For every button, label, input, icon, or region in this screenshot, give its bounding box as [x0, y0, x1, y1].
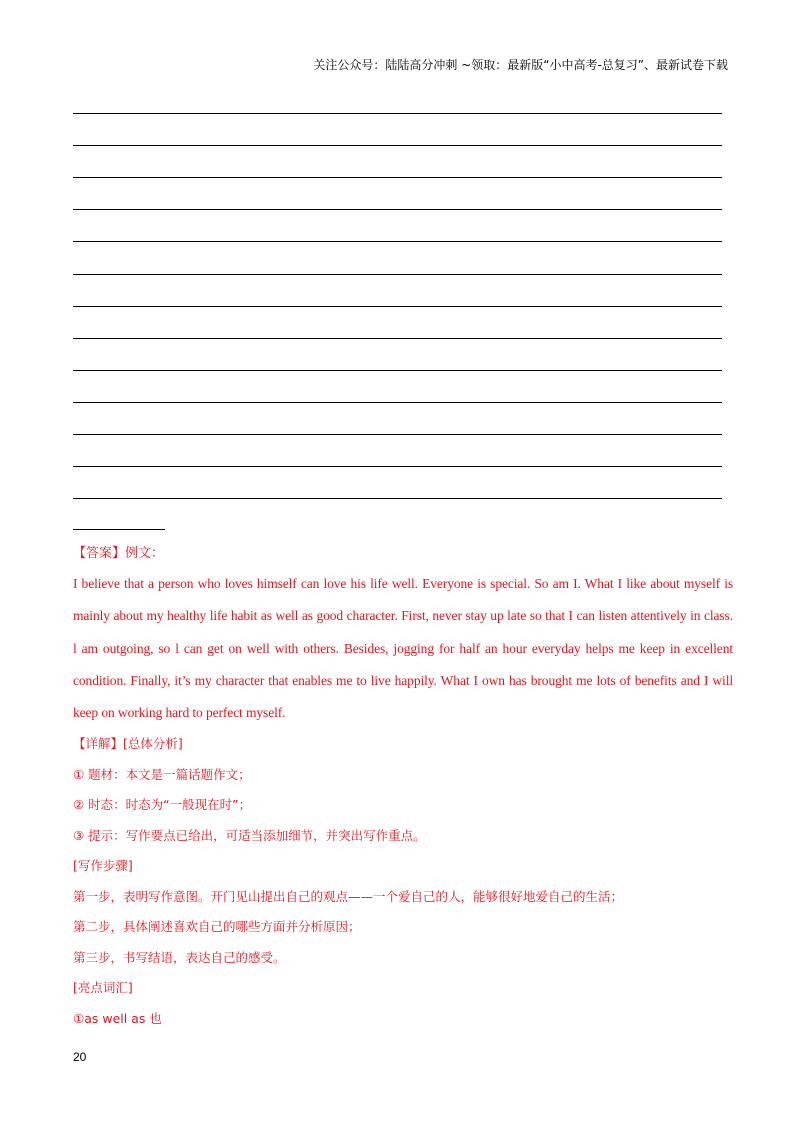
answer-line	[73, 145, 722, 146]
answer-line	[73, 274, 722, 275]
vocab-label: [亮点词汇]	[73, 980, 133, 996]
answer-line	[73, 434, 722, 435]
answer-line	[73, 466, 722, 467]
answer-section	[73, 540, 733, 1034]
answer-writing-lines	[73, 0, 722, 520]
writing-step: 第二步，具体阐述喜欢自己的哪些方面并分析原因；	[73, 919, 361, 935]
answer-line	[73, 306, 722, 307]
writing-step: 第三步，书写结语，表达自己的感受。	[73, 949, 286, 965]
analysis-point: ③ 提示：写作要点已给出，可适当添加细节，并突出写作重点。	[73, 827, 426, 843]
sample-essay: I believe that a person who loves himself can love his life well. Everyone is special. So am I. What I like about myself is mainly about my healthy life habit as well as good character. First, never stay up late so that I can listen attentively in class. l am outgoing, so l can get on well with others. Besides, jogging for half an hour everyday helps me keep in excellent condition. Finally, it’s my character that enables me to live happily. What I own has brought me lots of benefits and I will keep on working hard to perfect myself.	[73, 576, 733, 721]
analysis-label: 【详解】[总体分析]	[73, 736, 183, 752]
answer-line	[73, 113, 722, 114]
writing-step: 第一步，表明写作意图。开门见山提出自己的观点——一个爱自己的人，能够很好地爱自己的生活；	[73, 888, 624, 904]
section-divider	[73, 529, 165, 530]
writing-steps-label: [写作步骤]	[73, 858, 133, 874]
analysis-point: ② 时态：时态为“一般现在时”；	[73, 797, 252, 813]
answer-line	[73, 402, 722, 403]
answer-line	[73, 241, 722, 242]
answer-line	[73, 338, 722, 339]
answer-label: 【答案】例文：	[73, 546, 165, 561]
answer-line	[73, 370, 722, 371]
answer-line	[73, 498, 722, 499]
vocab-item: ①as well as 也	[73, 1010, 162, 1026]
page-header: 关注公众号：陆陆高分冲刺 ~领取：最新版“小中高考-总复习”、最新试卷下载	[313, 58, 728, 72]
analysis-point: ① 题材：本文是一篇话题作文；	[73, 766, 251, 782]
answer-line	[73, 209, 722, 210]
answer-line	[73, 177, 722, 178]
page-number: 20	[73, 1050, 87, 1064]
